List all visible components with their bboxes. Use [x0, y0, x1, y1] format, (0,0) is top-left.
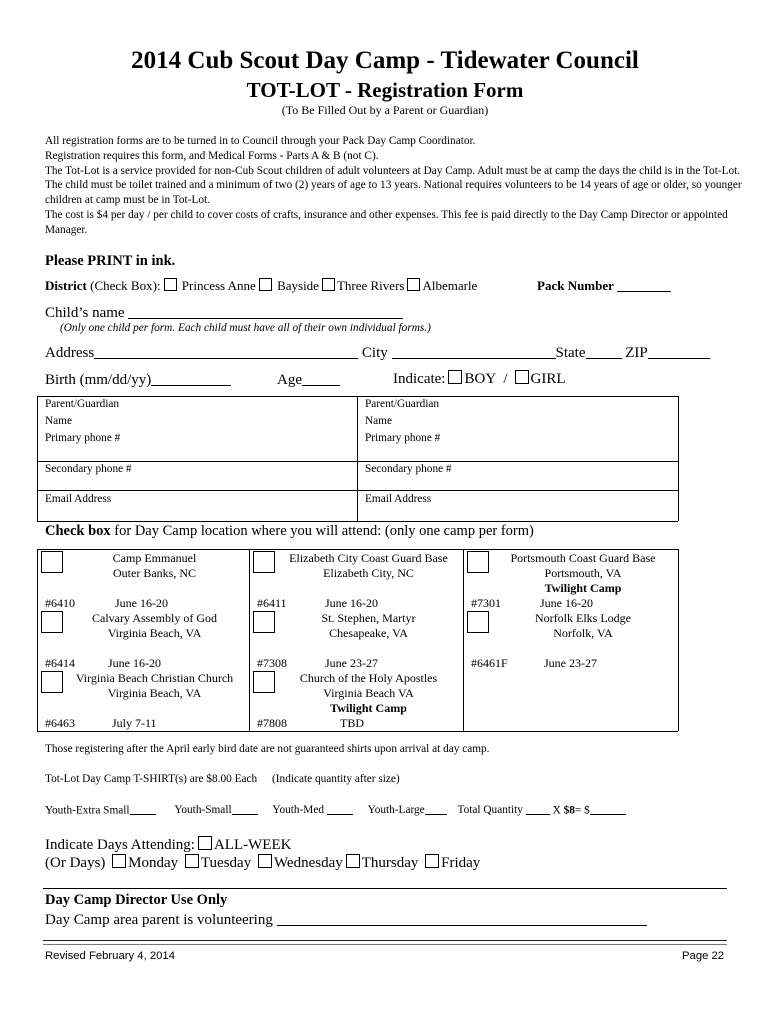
- camp-twilight: Twilight Camp: [330, 701, 407, 715]
- camp-name: Portsmouth Coast Guard Base: [510, 551, 656, 565]
- director-parent-label: Day Camp area parent is volunteering: [45, 912, 273, 928]
- age-label: Age: [277, 372, 302, 388]
- camp-number: #6411: [257, 596, 287, 610]
- camp-checkbox[interactable]: [41, 671, 63, 693]
- form-note: (To Be Filled Out by a Parent or Guardian): [281, 103, 489, 117]
- form-subtitle: TOT-LOT - Registration Form: [246, 78, 524, 102]
- city-label: City: [361, 345, 388, 361]
- shirt-note: Those registering after the April early bird date are not guaranteed shirts upon arrival at day camp.: [45, 743, 490, 755]
- district-row: [45, 278, 477, 294]
- child-name-label: Child’s name: [45, 305, 125, 321]
- equals-sign: = $: [574, 804, 590, 817]
- camp-name: Camp Emmanuel: [112, 551, 197, 565]
- zip-label: ZIP: [625, 345, 648, 361]
- camp-location: Portsmouth, VA: [544, 566, 622, 580]
- camp-twilight: Twilight Camp: [544, 581, 622, 595]
- parent1-header: Parent/Guardian: [45, 398, 120, 410]
- size-label: Youth-Large: [367, 804, 425, 817]
- district-checkbox[interactable]: [407, 278, 420, 291]
- camp-7308: [276, 611, 461, 641]
- parent1-secondary-phone[interactable]: Secondary phone #: [45, 463, 132, 475]
- camp-dates: June 16-20: [108, 656, 161, 670]
- parent1-email[interactable]: Email Address: [45, 493, 112, 505]
- camp-dates: TBD: [340, 716, 364, 730]
- birth-row: [45, 370, 231, 389]
- camp-number: #6463: [45, 716, 75, 730]
- camp-heading: [45, 523, 534, 540]
- boy-label: BOY: [464, 371, 496, 387]
- girl-label: GIRL: [530, 371, 566, 387]
- boy-checkbox[interactable]: [448, 370, 462, 384]
- district-option: Albemarle: [422, 278, 478, 293]
- day-checkbox[interactable]: [258, 854, 272, 868]
- camp-number: #7301: [471, 596, 501, 610]
- camp-dates: June 16-20: [115, 596, 168, 610]
- shirt-size-row: [45, 803, 626, 816]
- print-heading: Please PRINT in ink.: [45, 253, 176, 269]
- state-label: State: [555, 345, 586, 361]
- child-note: (Only one child per form. Each child must have all of their own individual forms.): [60, 322, 431, 334]
- size-qty-field[interactable]: [425, 803, 447, 815]
- camp-heading-rest: for Day Camp location where you will attend: (only one camp per form): [110, 523, 534, 539]
- shirt-hint: (Indicate quantity after size): [272, 773, 400, 785]
- child-name-row: [45, 303, 403, 322]
- day-label: Tuesday: [200, 855, 252, 871]
- shirt-price: Tot-Lot Day Camp T-SHIRT(s) are $8.00 Each: [45, 773, 258, 785]
- camp-dates: June 23-27: [325, 656, 378, 670]
- allweek-checkbox[interactable]: [198, 836, 212, 850]
- camp-location: Elizabeth City, NC: [323, 566, 414, 580]
- size-qty-field[interactable]: [130, 803, 156, 815]
- camp-location: Virginia Beach, VA: [107, 626, 202, 640]
- district-option: Princess Anne: [181, 278, 256, 293]
- form-title: 2014 Cub Scout Day Camp - Tidewater Council: [131, 47, 639, 74]
- camp-7808: [276, 671, 461, 716]
- intro-line: The cost is $4 per day / per child to cover costs of crafts, insurance and other expenses. This fee is paid directly to the Day Camp Director or appointed Manager.: [45, 208, 728, 236]
- size-qty-field[interactable]: [232, 803, 258, 815]
- camp-number: #6461F: [471, 656, 508, 670]
- birth-field[interactable]: [151, 370, 231, 386]
- unit-price: $8: [563, 804, 575, 817]
- camp-heading-bold: Check box: [45, 523, 111, 539]
- parent2-secondary-phone[interactable]: Secondary phone #: [365, 463, 452, 475]
- camp-name: Church of the Holy Apostles: [299, 671, 438, 685]
- zip-field[interactable]: [648, 343, 710, 359]
- intro-line: The Tot-Lot is a service provided for non-Cub Scout children of adult volunteers at Day Camp. Adult must be at camp the days the child is in the Tot-Lot. The child must be toilet trained and a minimum of two (2) years of age to 13 years. National requires volunteers to be 14 years of age or older, so younger children at camp must be in Tot-Lot.: [45, 164, 742, 207]
- parent1-name[interactable]: Name: [45, 415, 72, 427]
- days-row-2: [45, 854, 480, 872]
- shirt-price-row: [45, 773, 400, 785]
- pack-number-field[interactable]: [617, 278, 671, 292]
- camp-name: Virginia Beach Christian Church: [75, 671, 234, 685]
- camp-number: #6414: [45, 656, 75, 670]
- birth-label: Birth (mm/dd/yy): [45, 372, 152, 388]
- camp-7301: [490, 551, 676, 596]
- camp-6414: [62, 611, 247, 641]
- gender-row: [393, 370, 566, 388]
- size-label: Youth-Extra Small: [45, 804, 130, 817]
- camp-name: Norfolk Elks Lodge: [535, 611, 631, 625]
- address-label: Address: [45, 345, 95, 361]
- allweek-label: ALL-WEEK: [213, 837, 292, 853]
- slash: /: [503, 371, 508, 387]
- days-label: Indicate Days Attending:: [45, 837, 195, 853]
- day-checkbox[interactable]: [346, 854, 360, 868]
- camp-checkbox[interactable]: [467, 611, 489, 633]
- intro-line: All registration forms are to be turned in to Council through your Pack Day Camp Coordinator.: [45, 135, 476, 147]
- district-option: Bayside: [277, 278, 319, 293]
- camp-location: Outer Banks, NC: [113, 566, 196, 580]
- camp-6463: [62, 671, 247, 701]
- total-qty-field[interactable]: [526, 803, 550, 815]
- camp-location: Virginia Beach, VA: [107, 686, 202, 700]
- girl-checkbox[interactable]: [515, 370, 529, 384]
- parent1-primary-phone[interactable]: Primary phone #: [45, 432, 121, 444]
- size-label: Youth-Small: [174, 804, 232, 817]
- camp-6411: [276, 551, 461, 581]
- address-row: [45, 343, 710, 362]
- days-row-1: [45, 836, 291, 854]
- day-label: Monday: [128, 855, 179, 871]
- page-number: Page 22: [682, 950, 725, 962]
- camp-6461f: [490, 611, 676, 641]
- day-checkbox[interactable]: [425, 854, 439, 868]
- camp-dates: June 16-20: [540, 596, 593, 610]
- parent2-name[interactable]: Name: [365, 415, 392, 427]
- camp-6410: [62, 551, 247, 581]
- district-checkbox[interactable]: [164, 278, 177, 291]
- camp-number: #7308: [257, 656, 287, 670]
- day-label: Wednesday: [273, 855, 343, 871]
- size-qty-field[interactable]: [327, 803, 353, 815]
- camp-name: Elizabeth City Coast Guard Base: [289, 551, 448, 565]
- age-field[interactable]: [302, 370, 340, 386]
- district-hint: (Check Box):: [90, 278, 161, 293]
- revised-date: Revised February 4, 2014: [45, 950, 175, 962]
- district-checkbox[interactable]: [322, 278, 335, 291]
- camp-checkbox[interactable]: [467, 551, 489, 573]
- camp-checkbox[interactable]: [253, 611, 275, 633]
- parent2-header: Parent/Guardian: [365, 398, 440, 410]
- total-amount-field[interactable]: [590, 803, 626, 815]
- or-days-label: (Or Days): [45, 855, 106, 871]
- camp-checkbox[interactable]: [41, 611, 63, 633]
- times-sign: X: [552, 804, 561, 817]
- director-parent-row: [45, 910, 647, 929]
- indicate-label: Indicate:: [393, 371, 446, 387]
- parent2-primary-phone[interactable]: Primary phone #: [365, 432, 441, 444]
- address-field[interactable]: [94, 343, 358, 359]
- day-label: Friday: [441, 855, 481, 871]
- camp-dates: June 23-27: [544, 656, 597, 670]
- intro-text: [45, 134, 745, 238]
- camp-dates: June 16-20: [325, 596, 378, 610]
- city-field[interactable]: [392, 343, 556, 359]
- camp-checkbox[interactable]: [253, 551, 275, 573]
- district-label: District: [45, 278, 87, 293]
- footer-divider: [43, 940, 727, 945]
- director-parent-field[interactable]: [277, 910, 647, 926]
- camp-checkbox[interactable]: [253, 671, 275, 693]
- camp-location: Chesapeake, VA: [329, 626, 408, 640]
- child-name-field[interactable]: [128, 303, 403, 319]
- intro-line: Registration requires this form, and Medical Forms - Parts A & B (not C).: [45, 149, 379, 162]
- parent2-email[interactable]: Email Address: [365, 493, 432, 505]
- camp-name: St. Stephen, Martyr: [321, 611, 416, 625]
- camp-location: Norfolk, VA: [553, 626, 613, 640]
- district-checkbox[interactable]: [259, 278, 272, 291]
- size-label: Youth-Med: [272, 804, 325, 817]
- camp-number: #7808: [257, 716, 287, 730]
- day-label: Thursday: [361, 855, 419, 871]
- camp-dates: July 7-11: [112, 716, 157, 730]
- camp-location: Virginia Beach VA: [323, 686, 414, 700]
- camp-name: Calvary Assembly of God: [92, 611, 217, 625]
- day-checkbox[interactable]: [185, 854, 199, 868]
- age-row: [277, 370, 340, 389]
- total-label: Total Quantity: [457, 804, 523, 817]
- camp-number: #6410: [45, 596, 75, 610]
- state-field[interactable]: [586, 343, 622, 359]
- camp-checkbox[interactable]: [41, 551, 63, 573]
- day-checkbox[interactable]: [112, 854, 126, 868]
- director-divider: [43, 888, 727, 889]
- district-option: Three Rivers: [336, 278, 405, 293]
- pack-number: [537, 278, 671, 294]
- director-heading: Day Camp Director Use Only: [45, 892, 228, 908]
- pack-number-label: Pack Number: [537, 278, 614, 293]
